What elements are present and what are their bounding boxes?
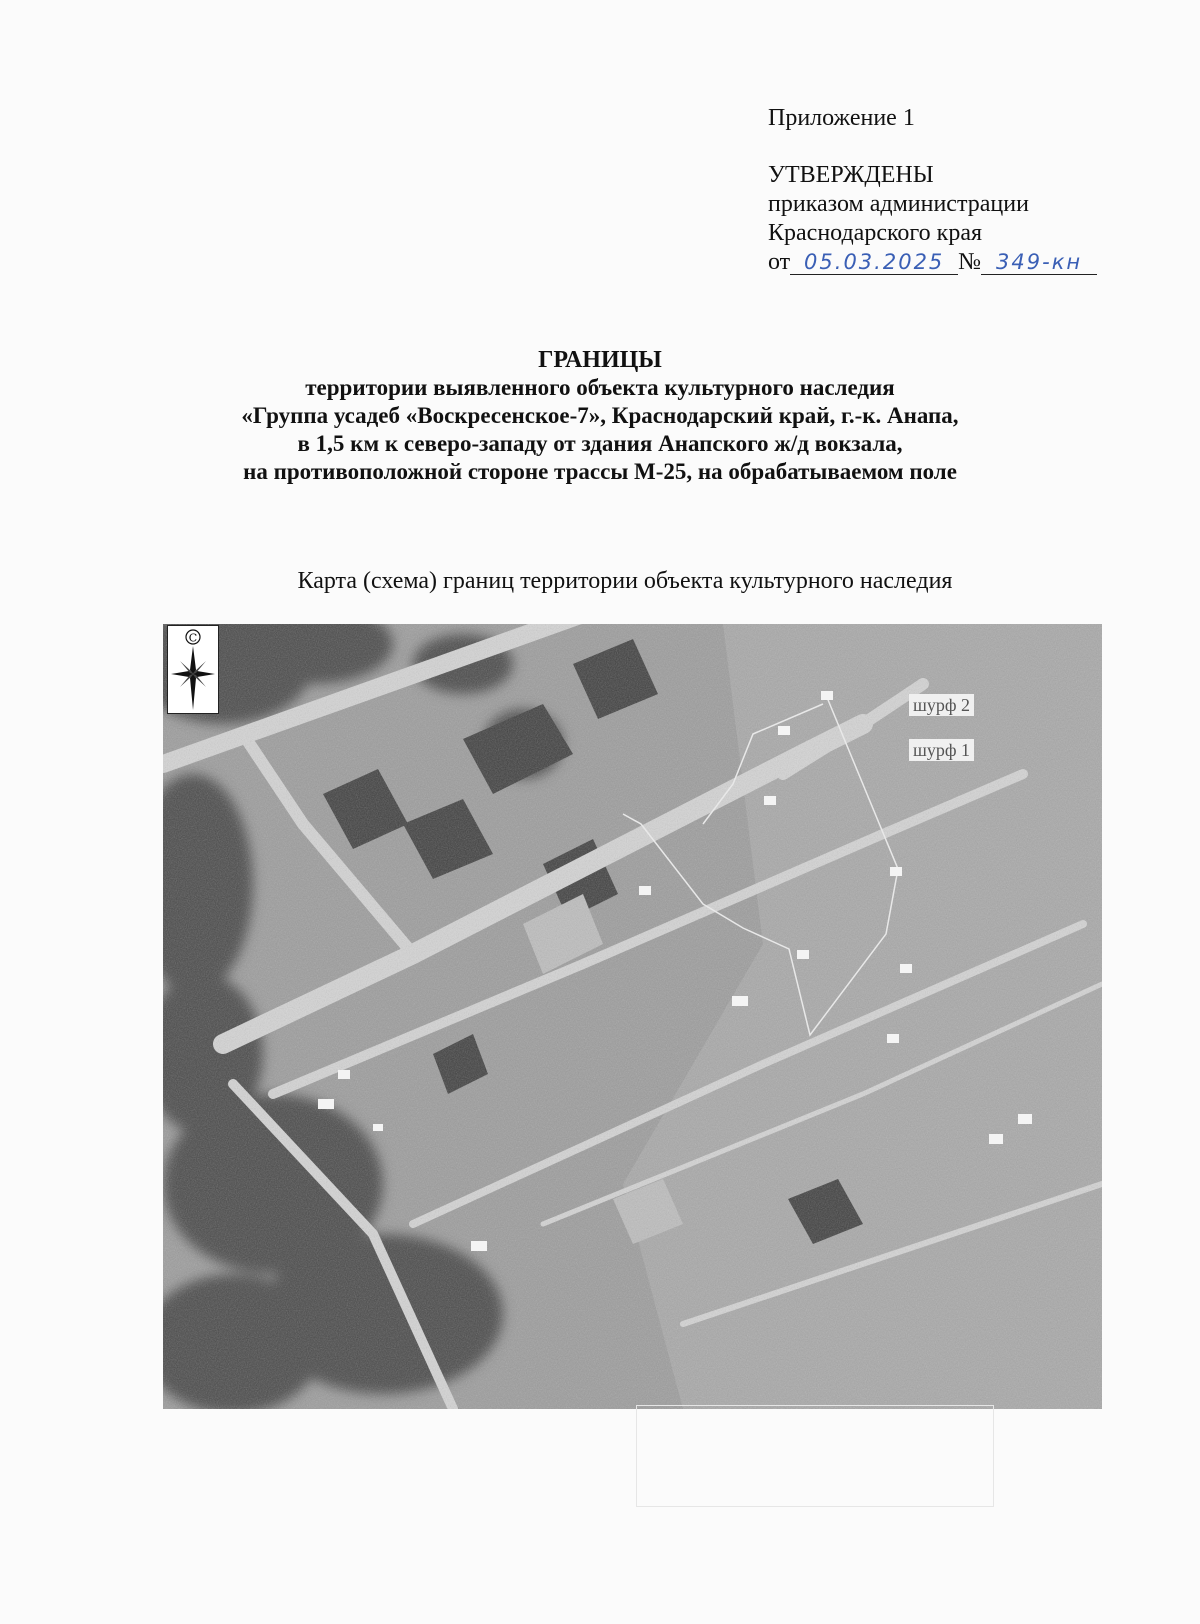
approval-block bbox=[768, 104, 1097, 277]
pit-1-label: шурф 1 bbox=[909, 739, 974, 761]
title-line-3: в 1,5 км к северо-западу от здания Анапского ж/д вокзала, bbox=[297, 431, 903, 456]
region-label: Краснодарского края bbox=[768, 220, 983, 246]
faint-stamp-area bbox=[636, 1405, 994, 1507]
compass-north-letter: С bbox=[188, 631, 198, 645]
order-label: приказом администрации bbox=[768, 191, 1029, 217]
compass-rose-icon bbox=[168, 626, 218, 713]
order-date-line bbox=[768, 248, 1097, 277]
document-title bbox=[0, 346, 1200, 486]
title-line-2: «Группа усадеб «Воскресенское-7», Краснодарский край, г.-к. Анапа, bbox=[241, 403, 959, 428]
north-compass bbox=[167, 625, 219, 714]
approved-label: УТВЕРЖДЕНЫ bbox=[768, 162, 934, 188]
date-prefix: от bbox=[768, 249, 791, 275]
aerial-map bbox=[163, 624, 1102, 1409]
map-caption: Карта (схема) границ территории объекта культурного наследия bbox=[297, 568, 953, 594]
title-line-4: на противоположной стороне трассы М-25, на обрабатываемом поле bbox=[243, 459, 957, 484]
pit-2-label: шурф 2 bbox=[909, 694, 974, 716]
title-main: ГРАНИЦЫ bbox=[538, 347, 662, 373]
order-number-value: 349-кн bbox=[996, 250, 1083, 274]
order-date-value: 05.03.2025 bbox=[804, 250, 945, 274]
title-line-1: территории выявленного объекта культурного наследия bbox=[305, 375, 895, 400]
appendix-label: Приложение 1 bbox=[768, 105, 915, 131]
number-prefix: № bbox=[958, 249, 982, 275]
